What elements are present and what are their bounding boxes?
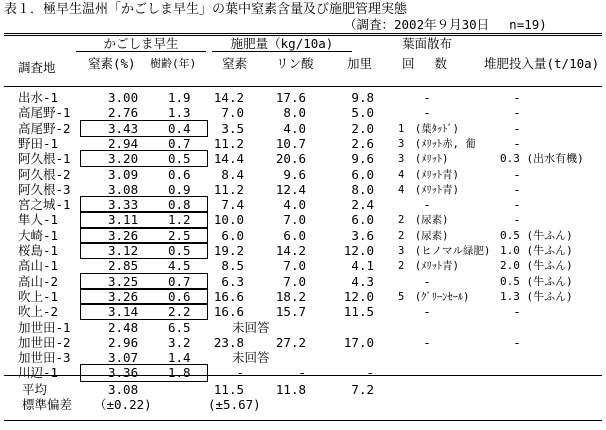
site: 宮之城-1 bbox=[18, 197, 71, 213]
age: 3.2 bbox=[168, 334, 191, 350]
compost: - bbox=[513, 181, 521, 197]
fk: 2.4 bbox=[351, 197, 374, 213]
fn: 16.6 bbox=[213, 288, 244, 304]
spray: 1 (葉ﾀｯﾄﾞ) bbox=[398, 122, 459, 135]
site: 隼人-1 bbox=[18, 212, 59, 228]
fn: 8.5 bbox=[221, 258, 244, 274]
table-title: 表１．極早生温州「かごしま早生」の葉中窒素含量及び施肥管理実態 bbox=[4, 2, 408, 17]
age: 1.2 bbox=[168, 212, 191, 228]
fn: 11.2 bbox=[213, 181, 244, 197]
age: 6.5 bbox=[168, 319, 191, 335]
fn: 6.3 bbox=[221, 273, 244, 289]
fn: 23.8 bbox=[213, 334, 244, 350]
age: 1.9 bbox=[168, 90, 191, 105]
summary-rule bbox=[4, 375, 602, 376]
header-spray-sub: 回 数 bbox=[402, 56, 448, 71]
avg-nitrogen: 3.08 bbox=[108, 382, 139, 397]
n: 3.09 bbox=[108, 166, 139, 182]
sd-nitrogen: （±0.22) bbox=[94, 397, 152, 412]
kagoshima-group-rule bbox=[76, 51, 206, 52]
compost: 0.3 (出水有機) bbox=[500, 152, 584, 166]
age: 0.6 bbox=[168, 288, 191, 304]
site: 高尾野-1 bbox=[18, 105, 71, 121]
compost: 1.0 (牛ふん) bbox=[500, 244, 573, 257]
compost: 0.5 (牛ふん) bbox=[500, 228, 573, 242]
avg-fert-n: 11.5 bbox=[213, 382, 244, 397]
site: 加世田-1 bbox=[18, 319, 71, 335]
n: 3.00 bbox=[108, 90, 139, 105]
fk: 5.0 bbox=[351, 105, 374, 121]
header-nitrogen: 窒素(%) bbox=[88, 56, 136, 71]
fp: 7.0 bbox=[283, 258, 306, 274]
survey-info: （調査：2002年９月30日 n=19) bbox=[344, 17, 547, 32]
n: 3.36 bbox=[108, 365, 139, 381]
compost: - bbox=[513, 166, 521, 182]
avg-label: 平均 bbox=[22, 382, 48, 397]
sd-label: 標準偏差 bbox=[22, 397, 73, 412]
site: 吹上-1 bbox=[18, 288, 59, 304]
fp: 9.6 bbox=[283, 166, 306, 182]
fk: 4.1 bbox=[351, 258, 374, 274]
fk: 6.0 bbox=[351, 212, 374, 228]
fp: 20.6 bbox=[275, 151, 306, 167]
spray: 3 (ヒノマル緑肥) bbox=[398, 245, 491, 257]
fp: 7.0 bbox=[283, 212, 306, 228]
header-site: 調査地 bbox=[18, 60, 56, 75]
compost: 2.0 (牛ふん) bbox=[500, 259, 573, 273]
spray: 2 (ﾒﾘｯﾄ青) bbox=[398, 260, 459, 273]
top-rule bbox=[4, 33, 602, 34]
site: 高山-2 bbox=[18, 273, 59, 289]
age: 1.3 bbox=[168, 105, 191, 121]
fp: 17.6 bbox=[275, 90, 306, 105]
fn: 16.6 bbox=[213, 304, 244, 320]
spray: 4 (ﾒﾘｯﾄ青) bbox=[398, 168, 459, 181]
fert_note: 未回答 bbox=[232, 350, 270, 366]
fp: - bbox=[298, 365, 306, 381]
header-fert-p: リン酸 bbox=[276, 56, 314, 71]
site: 出水-1 bbox=[18, 90, 59, 105]
compost: - bbox=[513, 304, 521, 320]
n: 3.43 bbox=[108, 120, 139, 136]
site: 加世田-3 bbox=[18, 350, 71, 366]
fk: 3.6 bbox=[351, 227, 374, 243]
compost: 0.5 (牛ふん) bbox=[500, 274, 573, 288]
age: 0.4 bbox=[168, 120, 191, 136]
fn: 14.2 bbox=[213, 90, 244, 105]
age: 4.5 bbox=[168, 258, 191, 274]
n: 3.25 bbox=[108, 273, 139, 289]
fn: 8.4 bbox=[221, 166, 244, 182]
age: 0.9 bbox=[168, 181, 191, 197]
site: 野田-1 bbox=[18, 135, 59, 151]
fert-group-rule bbox=[212, 51, 352, 52]
fn: 7.0 bbox=[221, 105, 244, 121]
fk: - bbox=[366, 365, 374, 381]
spray: 4 (ﾒﾘｯﾄ青) bbox=[398, 183, 459, 196]
fk: 6.0 bbox=[351, 166, 374, 182]
spray: - bbox=[423, 304, 431, 320]
fp: 10.7 bbox=[275, 135, 306, 151]
age: 2.5 bbox=[168, 227, 191, 243]
fp: 4.0 bbox=[283, 120, 306, 136]
header-fert-group: 施肥量（kg/10a) bbox=[230, 36, 334, 51]
avg-fert-k: 7.2 bbox=[351, 382, 374, 397]
compost: - bbox=[513, 212, 521, 228]
n: 2.96 bbox=[108, 334, 139, 350]
n: 3.26 bbox=[108, 227, 139, 243]
fp: 12.4 bbox=[275, 181, 306, 197]
fp: 27.2 bbox=[275, 334, 306, 350]
header-spray-group: 葉面散布 bbox=[402, 36, 453, 51]
n: 2.48 bbox=[108, 319, 139, 335]
site: 阿久根-2 bbox=[18, 166, 71, 182]
fk: 8.0 bbox=[351, 181, 374, 197]
fk: 4.3 bbox=[351, 273, 374, 289]
spray: 3 (ﾒﾘｯﾄ赤, 葡 bbox=[398, 137, 476, 150]
spray: 2 (尿素) bbox=[398, 229, 449, 242]
spray: - bbox=[423, 197, 431, 213]
n: 2.94 bbox=[108, 135, 139, 151]
header-bottom-rule bbox=[4, 86, 602, 87]
fert_note: 未回答 bbox=[232, 319, 270, 335]
fp: 7.0 bbox=[283, 273, 306, 289]
header-compost: 堆肥投入量(t/10a) bbox=[484, 56, 600, 71]
site: 桜島-1 bbox=[18, 243, 59, 258]
fp: 6.0 bbox=[283, 227, 306, 243]
n: 2.76 bbox=[108, 105, 139, 121]
bottom-rule bbox=[4, 420, 602, 421]
site: 大崎-1 bbox=[18, 227, 59, 243]
header-kagoshima: かごしま早生 bbox=[103, 36, 179, 51]
compost: - bbox=[513, 90, 521, 105]
n: 3.11 bbox=[108, 212, 139, 228]
site: 阿久根-3 bbox=[18, 181, 71, 197]
age: 1.4 bbox=[168, 350, 191, 366]
n: 3.26 bbox=[108, 288, 139, 304]
fn: 10.0 bbox=[213, 212, 244, 228]
fp: 15.7 bbox=[275, 304, 306, 320]
n: 2.85 bbox=[108, 258, 139, 274]
fk: 2.0 bbox=[351, 120, 374, 136]
header-fert-n: 窒素 bbox=[222, 56, 248, 71]
fk: 12.0 bbox=[343, 288, 374, 304]
spray: 5 (ｸﾞﾘｰﾝｾｰﾙ) bbox=[398, 290, 470, 303]
site: 阿久根-1 bbox=[18, 151, 71, 167]
age: 0.5 bbox=[168, 243, 191, 258]
age: 2.2 bbox=[168, 304, 191, 320]
spray: - bbox=[423, 334, 431, 350]
fk: 9.8 bbox=[351, 90, 374, 105]
fn: 3.5 bbox=[221, 120, 244, 136]
n: 3.12 bbox=[108, 243, 139, 258]
age: 0.7 bbox=[168, 273, 191, 289]
fn: 11.2 bbox=[213, 135, 244, 151]
age: 1.8 bbox=[168, 365, 191, 381]
age: 0.6 bbox=[168, 166, 191, 182]
compost: - bbox=[513, 135, 521, 151]
fk: 9.6 bbox=[351, 151, 374, 167]
fn: - bbox=[236, 365, 244, 381]
compost: 1.3 (牛ふん) bbox=[500, 289, 573, 303]
n: 3.20 bbox=[108, 151, 139, 167]
age: 0.5 bbox=[168, 151, 191, 167]
fn: 6.0 bbox=[221, 227, 244, 243]
site: 高山-1 bbox=[18, 258, 59, 274]
compost: - bbox=[513, 105, 521, 121]
compost: - bbox=[513, 120, 521, 136]
age: 0.7 bbox=[168, 135, 191, 151]
n: 3.07 bbox=[108, 350, 139, 366]
compost: - bbox=[513, 197, 521, 213]
fp: 18.2 bbox=[275, 288, 306, 304]
age: 0.8 bbox=[168, 197, 191, 213]
n: 3.14 bbox=[108, 304, 139, 320]
fk: 2.6 bbox=[351, 135, 374, 151]
fn: 19.2 bbox=[213, 243, 244, 258]
header-age: 樹齢(年) bbox=[150, 57, 197, 70]
spray: 3 (ﾒﾘｯﾄ) bbox=[398, 153, 449, 166]
fp: 4.0 bbox=[283, 197, 306, 213]
compost: - bbox=[513, 334, 521, 350]
site: 吹上-2 bbox=[18, 304, 59, 320]
fk: 11.5 bbox=[343, 304, 374, 320]
fp: 14.2 bbox=[275, 243, 306, 258]
site: 川辺-1 bbox=[18, 365, 59, 381]
fk: 12.0 bbox=[343, 243, 374, 258]
avg-fert-p: 11.8 bbox=[275, 382, 306, 397]
fp: 8.0 bbox=[283, 105, 306, 121]
site: 加世田-2 bbox=[18, 334, 71, 350]
spray: - bbox=[423, 105, 431, 121]
site: 高尾野-2 bbox=[18, 120, 71, 136]
n: 3.33 bbox=[108, 197, 139, 213]
fn: 14.4 bbox=[213, 151, 244, 167]
fk: 17.0 bbox=[343, 334, 374, 350]
sd-fert-n: (±5.67) bbox=[208, 397, 261, 412]
n: 3.08 bbox=[108, 181, 139, 197]
header-fert-k: 加里 bbox=[347, 56, 373, 71]
spray: 2 (尿素) bbox=[398, 214, 449, 227]
fn: 7.4 bbox=[221, 197, 244, 213]
spray: - bbox=[423, 273, 431, 289]
spray: - bbox=[423, 90, 431, 105]
